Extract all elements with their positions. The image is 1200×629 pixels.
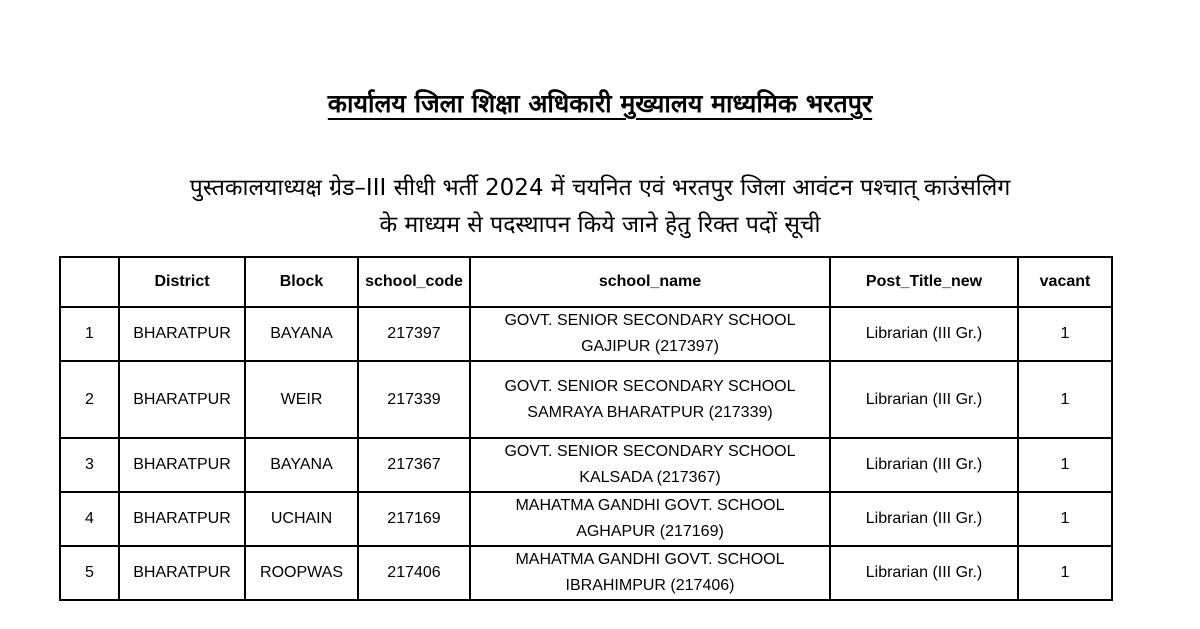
cell-post-title: Librarian (III Gr.) — [830, 438, 1018, 492]
cell-block: ROOPWAS — [245, 546, 358, 600]
column-header-block: Block — [245, 257, 358, 307]
table-header-row — [60, 257, 1112, 307]
column-header-school-name: school_name — [470, 257, 830, 307]
cell-block: WEIR — [245, 361, 358, 438]
cell-sno: 3 — [60, 438, 119, 492]
cell-sno: 5 — [60, 546, 119, 600]
cell-vacant: 1 — [1018, 546, 1112, 600]
cell-school-code: 217169 — [358, 492, 470, 546]
school-name-line-2: AGHAPUR (217169) — [576, 523, 724, 540]
cell-sno: 4 — [60, 492, 119, 546]
cell-district: BHARATPUR — [119, 438, 245, 492]
cell-vacant: 1 — [1018, 361, 1112, 438]
document-subtitle — [0, 170, 1200, 244]
cell-district: BHARATPUR — [119, 361, 245, 438]
school-name-line-1: MAHATMA GANDHI GOVT. SCHOOL — [515, 497, 785, 514]
cell-district: BHARATPUR — [119, 546, 245, 600]
cell-school-name — [470, 546, 830, 600]
cell-district: BHARATPUR — [119, 307, 245, 361]
cell-school-code: 217339 — [358, 361, 470, 438]
school-name-line-1: GOVT. SENIOR SECONDARY SCHOOL — [504, 312, 796, 329]
cell-post-title: Librarian (III Gr.) — [830, 361, 1018, 438]
cell-school-code: 217397 — [358, 307, 470, 361]
table-row — [60, 438, 1112, 492]
cell-post-title: Librarian (III Gr.) — [830, 492, 1018, 546]
school-name-line-2: GAJIPUR (217397) — [581, 338, 719, 355]
cell-block: BAYANA — [245, 438, 358, 492]
school-name-line-1: GOVT. SENIOR SECONDARY SCHOOL — [504, 377, 796, 395]
table-row — [60, 307, 1112, 361]
table-row — [60, 361, 1112, 438]
cell-vacant: 1 — [1018, 492, 1112, 546]
cell-school-code: 217367 — [358, 438, 470, 492]
cell-post-title: Librarian (III Gr.) — [830, 307, 1018, 361]
table-row — [60, 546, 1112, 600]
cell-school-name — [470, 307, 830, 361]
cell-district: BHARATPUR — [119, 492, 245, 546]
cell-school-name — [470, 492, 830, 546]
column-header-post-title: Post_Title_new — [830, 257, 1018, 307]
column-header-district: District — [119, 257, 245, 307]
subtitle-line-1: पुस्तकालयाध्यक्ष ग्रेड–III सीधी भर्ती 2024 में चयनित एवं भरतपुर जिला आवंटन पश्चात् काउंसलिग — [189, 175, 1011, 201]
school-name-line-2: IBRAHIMPUR (217406) — [565, 577, 735, 594]
cell-vacant: 1 — [1018, 438, 1112, 492]
column-header-sno — [60, 257, 119, 307]
school-name-line-2: KALSADA (217367) — [579, 469, 721, 486]
school-name-line-1: MAHATMA GANDHI GOVT. SCHOOL — [515, 551, 785, 568]
school-name-line-1: GOVT. SENIOR SECONDARY SCHOOL — [504, 443, 796, 460]
table-row — [60, 492, 1112, 546]
vacancy-table — [59, 256, 1113, 601]
cell-block: UCHAIN — [245, 492, 358, 546]
subtitle-line-2: के माध्यम से पदस्थापन किये जाने हेतु रिक्त पदों सूची — [379, 212, 821, 238]
cell-school-name — [470, 438, 830, 492]
cell-sno: 2 — [60, 361, 119, 438]
column-header-school-code: school_code — [358, 257, 470, 307]
school-name-line-2: SAMRAYA BHARATPUR (217339) — [527, 403, 773, 421]
column-header-vacant: vacant — [1018, 257, 1112, 307]
cell-post-title: Librarian (III Gr.) — [830, 546, 1018, 600]
cell-vacant: 1 — [1018, 307, 1112, 361]
cell-sno: 1 — [60, 307, 119, 361]
office-title: कार्यालय जिला शिक्षा अधिकारी मुख्यालय माध्यमिक भरतपुर — [327, 89, 873, 118]
cell-block: BAYANA — [245, 307, 358, 361]
cell-school-name — [470, 361, 830, 438]
cell-school-code: 217406 — [358, 546, 470, 600]
